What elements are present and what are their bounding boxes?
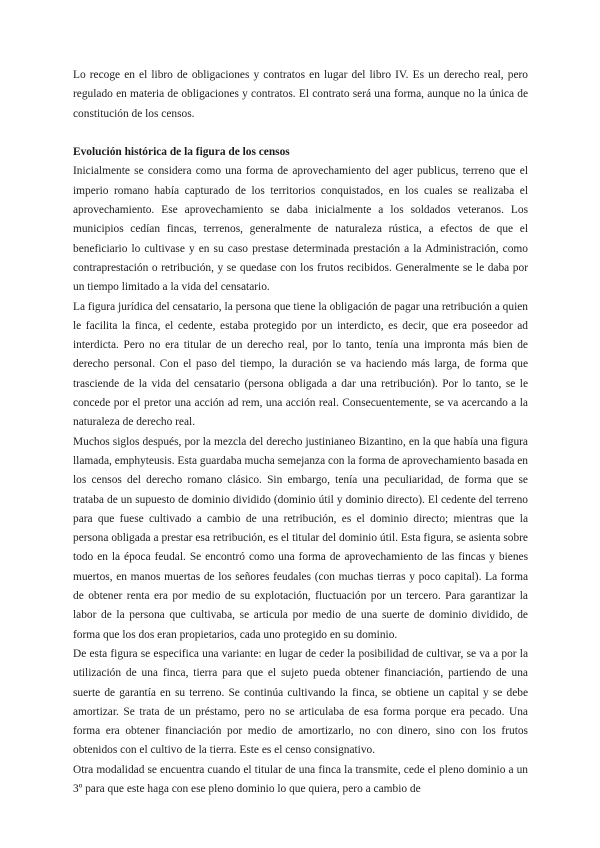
body-paragraph-4: De esta figura se especifica una variante: en lugar de ceder la posibilidad de cultivar, se va a por la utilización de una finca, tierra para que el sujeto pueda obtener financiación, partiendo de una suerte de garantía en su terreno. Se continúa cultivando la finca, se obtiene un capital y se debe amortizar. Se trata de un préstamo, pero no se articulaba de esa forma porque era pecado. Una forma era obtener financiación por medio de amortizarlo, no con dinero, sino con los frutos obtenidos con el cultivo de la tierra. Este es el censo consignativo.	[73, 647, 528, 757]
document-page	[73, 66, 528, 799]
intro-paragraph: Lo recoge en el libro de obligaciones y contratos en lugar del libro IV. Es un derecho real, pero regulado en materia de obligaciones y contratos. El contrato será una forma, aunque no la única de constitución de los censos.	[73, 69, 528, 120]
section-heading: Evolución histórica de la figura de los censos	[73, 146, 290, 159]
body-paragraph-1: Inicialmente se considera como una forma de aprovechamiento del ager publicus, terreno que el imperio romano había capturado de los territorios conquistados, en los cuales se realizaba el aprovechamiento. Ese aprovechamiento se daba inicialmente a los soldados veteranos. Los municipios cedían fincas, terrenos, generalmente de naturaleza rústica, a efectos de que el beneficiario lo cultivase y en su caso prestase determinada prestación a la Administración, como contraprestación o retribución, y se quedase con los frutos recibidos. Generalmente se le daba por un tiempo limitado a la vida del censatario.	[73, 165, 528, 294]
body-paragraph-5: Otra modalidad se encuentra cuando el titular de una finca la transmite, cede el pleno dominio a un 3º para que este haga con ese pleno dominio lo que quiera, pero a cambio de	[73, 763, 528, 795]
body-paragraph-3: Muchos siglos después, por la mezcla del derecho justinianeo Bizantino, en la que había una figura llamada, emphyteusis. Esta guardaba mucha semejanza con la forma de aprovechamiento basada en los censos del derecho romano clásico. Sin embargo, tenía una peculiaridad, de forma que se trataba de un supuesto de dominio dividido (dominio útil y dominio directo). El cedente del terreno para que fuese cultivado a cambio de una retribución, es el dominio directo; mientras que la persona obligada a prestar esa retribución, es el titular del dominio útil. Esta figura, se asienta sobre todo en la época feudal. Se encontró como una forma de aprovechamiento de las fincas y bienes muertos, en manos muertas de los señores feudales (con muchas tierras y poco capital). La forma de obtener renta era por medio de su explotación, fluctuación por un tercero. Para garantizar la labor de la persona que cultivaba, se articula por medio de una suerte de dominio dividido, de forma que los dos eran propietarios, cada uno protegido en su dominio.	[73, 435, 528, 641]
body-paragraph-2: La figura jurídica del censatario, la persona que tiene la obligación de pagar una retribución a quien le facilita la finca, el cedente, estaba protegido por un interdicto, es decir, que era poseedor ad interdicta. Pero no era titular de un derecho real, por lo tanto, tenía una impronta más bien de derecho personal. Con el paso del tiempo, la duración se va haciendo más larga, de forma que trasciende de la vida del censatario (persona obligada a dar una retribución). Por lo tanto, se le concede por el pretor una acción ad rem, una acción real. Consecuentemente, se va acercando a la naturaleza de derecho real.	[73, 300, 528, 429]
